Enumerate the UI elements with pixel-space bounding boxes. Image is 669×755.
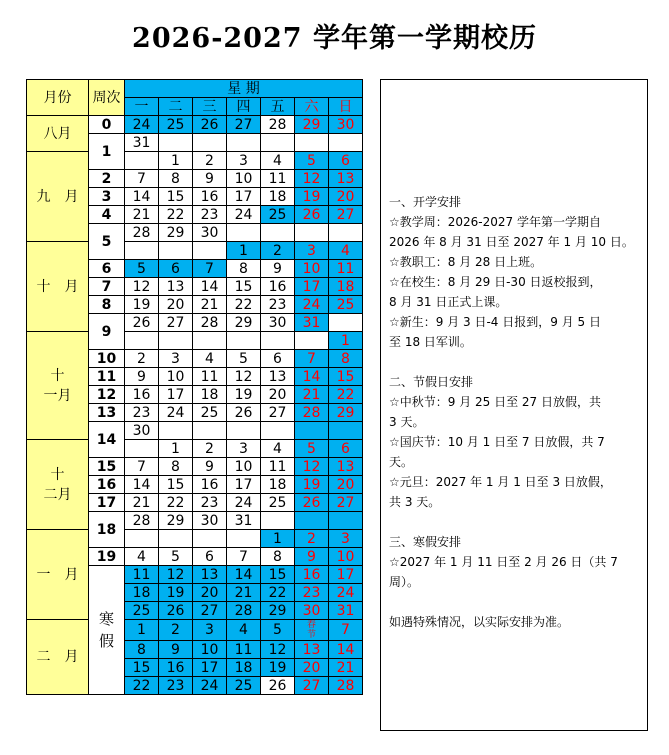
day-cell: 24 [125, 116, 159, 134]
notes-line: 至 18 日军训。 [389, 335, 472, 349]
week-number: 寒 假 [89, 566, 125, 695]
day-cell: 19 [295, 476, 329, 494]
day-cell: 27 [329, 494, 363, 512]
day-cell: 2 [159, 620, 193, 641]
day-cell: 25 [227, 677, 261, 695]
day-cell: 9 [193, 458, 227, 476]
day-cell: 23 [295, 584, 329, 602]
day-cell [227, 134, 261, 152]
notes-gap [389, 592, 647, 612]
day-cell: 春 节 [295, 620, 329, 641]
day-cell: 28 [193, 314, 227, 332]
day-cell: 4 [125, 548, 159, 566]
day-cell: 14 [193, 278, 227, 296]
day-cell [227, 332, 261, 350]
day-cell [159, 530, 193, 548]
day-cell: 31 [329, 602, 363, 620]
day-cell: 7 [329, 620, 363, 641]
day-cell: 20 [295, 659, 329, 677]
week-number: 11 [89, 368, 125, 386]
month-cell: 八月 [27, 116, 89, 152]
week-number: 8 [89, 296, 125, 314]
day-cell: 3 [227, 440, 261, 458]
calendar-row [27, 242, 363, 260]
day-cell: 3 [159, 350, 193, 368]
day-cell: 4 [193, 350, 227, 368]
day-cell: 22 [261, 584, 295, 602]
day-cell: 28 [125, 224, 159, 242]
day-cell: 12 [159, 566, 193, 584]
day-cell [261, 512, 295, 530]
day-cell: 24 [227, 206, 261, 224]
day-cell: 4 [227, 620, 261, 641]
day-cell: 29 [227, 314, 261, 332]
day-cell: 6 [329, 152, 363, 170]
day-cell [329, 422, 363, 440]
day-cell: 3 [227, 152, 261, 170]
day-cell: 1 [125, 620, 159, 641]
notes-line: 8 月 31 日正式上课。 [389, 295, 508, 309]
day-cell: 19 [125, 296, 159, 314]
day-cell: 15 [159, 188, 193, 206]
day-cell: 22 [159, 206, 193, 224]
day-cell: 3 [193, 620, 227, 641]
day-cell: 5 [295, 440, 329, 458]
day-cell: 16 [159, 659, 193, 677]
day-cell: 3 [329, 530, 363, 548]
header-day: 日 [329, 98, 363, 116]
day-cell: 20 [193, 584, 227, 602]
notes-gap [389, 352, 647, 372]
week-number: 9 [89, 314, 125, 350]
day-cell: 25 [261, 206, 295, 224]
day-cell [261, 422, 295, 440]
notes-line: 3 天。 [389, 415, 425, 429]
day-cell [261, 134, 295, 152]
day-cell: 21 [125, 206, 159, 224]
day-cell [125, 242, 159, 260]
day-cell: 18 [193, 386, 227, 404]
day-cell: 21 [125, 494, 159, 512]
day-cell: 24 [329, 584, 363, 602]
day-cell: 17 [159, 386, 193, 404]
day-cell: 13 [329, 170, 363, 188]
day-cell [125, 530, 159, 548]
header-day: 三 [193, 98, 227, 116]
day-cell: 26 [125, 314, 159, 332]
day-cell: 7 [227, 548, 261, 566]
day-cell: 8 [125, 641, 159, 659]
day-cell [227, 224, 261, 242]
day-cell: 13 [193, 566, 227, 584]
day-cell: 9 [193, 170, 227, 188]
day-cell: 21 [295, 386, 329, 404]
day-cell: 23 [125, 404, 159, 422]
day-cell [261, 332, 295, 350]
week-number: 2 [89, 170, 125, 188]
header-day: 二 [159, 98, 193, 116]
calendar-row [27, 530, 363, 548]
day-cell: 9 [261, 260, 295, 278]
day-cell: 18 [329, 278, 363, 296]
header-day: 五 [261, 98, 295, 116]
day-cell: 1 [329, 332, 363, 350]
day-cell: 5 [261, 620, 295, 641]
day-cell: 17 [227, 476, 261, 494]
header-month: 月份 [27, 80, 89, 116]
week-number: 7 [89, 278, 125, 296]
day-cell: 23 [193, 206, 227, 224]
day-cell: 26 [193, 116, 227, 134]
notes-line: ☆2027 年 1 月 11 日至 2 月 26 日（共 7 [389, 555, 618, 569]
page-title: 2026-2027 学年第一学期校历 [132, 23, 537, 54]
day-cell: 15 [125, 659, 159, 677]
week-number: 12 [89, 386, 125, 404]
day-cell: 26 [227, 404, 261, 422]
notes-line: 一、开学安排 [389, 195, 462, 209]
day-cell: 9 [125, 368, 159, 386]
day-cell: 20 [329, 476, 363, 494]
month-cell: 十 月 [27, 242, 89, 332]
day-cell: 30 [295, 602, 329, 620]
notes-line: 二、节假日安排 [389, 375, 474, 389]
header-week: 周次 [89, 80, 125, 116]
day-cell: 25 [329, 296, 363, 314]
notes-line: 周）。 [389, 575, 420, 589]
day-cell: 9 [295, 548, 329, 566]
day-cell: 11 [261, 458, 295, 476]
day-cell [193, 530, 227, 548]
day-cell: 29 [159, 512, 193, 530]
day-cell [261, 224, 295, 242]
day-cell: 25 [125, 602, 159, 620]
day-cell [295, 422, 329, 440]
day-cell: 16 [261, 278, 295, 296]
day-cell: 8 [329, 350, 363, 368]
day-cell: 10 [193, 641, 227, 659]
day-cell: 10 [227, 458, 261, 476]
day-cell: 13 [295, 641, 329, 659]
day-cell: 16 [193, 188, 227, 206]
day-cell: 30 [261, 314, 295, 332]
day-cell: 6 [261, 350, 295, 368]
day-cell: 1 [261, 530, 295, 548]
week-number: 6 [89, 260, 125, 278]
day-cell: 8 [227, 260, 261, 278]
day-cell: 30 [329, 116, 363, 134]
day-cell: 19 [227, 386, 261, 404]
week-number: 15 [89, 458, 125, 476]
day-cell: 17 [193, 659, 227, 677]
day-cell: 26 [295, 206, 329, 224]
day-cell: 11 [261, 170, 295, 188]
day-cell: 29 [261, 602, 295, 620]
day-cell: 9 [159, 641, 193, 659]
day-cell: 12 [295, 170, 329, 188]
day-cell: 14 [125, 476, 159, 494]
day-cell: 2 [193, 440, 227, 458]
day-cell: 15 [261, 566, 295, 584]
day-cell: 17 [329, 566, 363, 584]
calendar-row [27, 152, 363, 170]
day-cell: 6 [159, 260, 193, 278]
day-cell: 27 [295, 677, 329, 695]
calendar-table [26, 79, 363, 695]
day-cell [295, 134, 329, 152]
day-cell: 24 [193, 677, 227, 695]
day-cell: 11 [329, 260, 363, 278]
day-cell: 5 [159, 548, 193, 566]
day-cell: 4 [261, 440, 295, 458]
day-cell: 5 [125, 260, 159, 278]
day-cell: 11 [125, 566, 159, 584]
day-cell: 5 [227, 350, 261, 368]
day-cell: 14 [329, 641, 363, 659]
day-cell: 13 [261, 368, 295, 386]
day-cell: 1 [227, 242, 261, 260]
day-cell: 11 [193, 368, 227, 386]
notes-line: ☆元旦：2027 年 1 月 1 日至 3 日放假， [389, 475, 612, 489]
day-cell: 2 [261, 242, 295, 260]
day-cell: 3 [295, 242, 329, 260]
day-cell: 2 [295, 530, 329, 548]
notes-panel [380, 79, 648, 731]
week-number: 16 [89, 476, 125, 494]
day-cell: 31 [125, 134, 159, 152]
day-cell [227, 530, 261, 548]
day-cell: 30 [125, 422, 159, 440]
week-number: 5 [89, 224, 125, 260]
day-cell: 8 [261, 548, 295, 566]
day-cell: 12 [261, 641, 295, 659]
day-cell: 27 [261, 404, 295, 422]
day-cell: 8 [159, 458, 193, 476]
week-number: 13 [89, 404, 125, 422]
day-cell: 2 [125, 350, 159, 368]
day-cell: 26 [261, 677, 295, 695]
day-cell [159, 242, 193, 260]
day-cell: 20 [329, 188, 363, 206]
day-cell: 22 [125, 677, 159, 695]
calendar-row [27, 116, 363, 134]
month-cell: 一 月 [27, 530, 89, 620]
day-cell: 12 [125, 278, 159, 296]
day-cell: 26 [295, 494, 329, 512]
day-cell: 23 [159, 677, 193, 695]
day-cell: 4 [261, 152, 295, 170]
calendar-row [27, 440, 363, 458]
day-cell: 27 [193, 602, 227, 620]
day-cell: 6 [193, 548, 227, 566]
day-cell: 22 [329, 386, 363, 404]
notes-line: 共 3 天。 [389, 495, 441, 509]
day-cell: 25 [193, 404, 227, 422]
notes-line: 三、寒假安排 [389, 535, 462, 549]
day-cell: 31 [295, 314, 329, 332]
week-number: 14 [89, 422, 125, 458]
day-cell: 16 [193, 476, 227, 494]
day-cell [295, 332, 329, 350]
day-cell: 25 [159, 116, 193, 134]
week-number: 1 [89, 134, 125, 170]
day-cell: 28 [329, 677, 363, 695]
day-cell [159, 332, 193, 350]
day-cell [329, 314, 363, 332]
day-cell: 19 [261, 659, 295, 677]
day-cell: 24 [159, 404, 193, 422]
day-cell [125, 152, 159, 170]
day-cell: 13 [159, 278, 193, 296]
day-cell: 15 [329, 368, 363, 386]
day-cell: 16 [125, 386, 159, 404]
notes-line: ☆教职工：8 月 28 日上班。 [389, 255, 543, 269]
day-cell [193, 332, 227, 350]
day-cell: 27 [227, 116, 261, 134]
day-cell: 11 [227, 641, 261, 659]
week-number: 18 [89, 512, 125, 548]
day-cell: 8 [159, 170, 193, 188]
notes-line: 天。 [389, 455, 414, 469]
day-cell: 6 [329, 440, 363, 458]
day-cell: 12 [295, 458, 329, 476]
notes-line: ☆在校生：8 月 29 日-30 日返校报到， [389, 275, 602, 289]
day-cell: 31 [227, 512, 261, 530]
day-cell [329, 224, 363, 242]
day-cell: 14 [295, 368, 329, 386]
day-cell: 19 [295, 188, 329, 206]
day-cell: 7 [295, 350, 329, 368]
day-cell: 27 [329, 206, 363, 224]
day-cell: 19 [159, 584, 193, 602]
day-cell: 18 [227, 659, 261, 677]
week-number: 3 [89, 188, 125, 206]
day-cell [193, 422, 227, 440]
notes-gap [389, 512, 647, 532]
header-xingqi: 星 期 [125, 80, 363, 98]
day-cell: 4 [329, 242, 363, 260]
day-cell: 23 [193, 494, 227, 512]
notes-line: ☆中秋节：9 月 25 日至 27 日放假，共 [389, 395, 602, 409]
month-cell: 九 月 [27, 152, 89, 242]
day-cell: 29 [329, 404, 363, 422]
day-cell: 5 [295, 152, 329, 170]
day-cell: 28 [227, 602, 261, 620]
week-number: 17 [89, 494, 125, 512]
day-cell [329, 512, 363, 530]
day-cell: 13 [329, 458, 363, 476]
day-cell: 17 [227, 188, 261, 206]
day-cell [193, 134, 227, 152]
day-cell [227, 422, 261, 440]
day-cell: 18 [261, 188, 295, 206]
day-cell: 27 [159, 314, 193, 332]
day-cell: 15 [159, 476, 193, 494]
day-cell: 10 [329, 548, 363, 566]
day-cell: 20 [261, 386, 295, 404]
calendar-row [27, 620, 363, 641]
day-cell: 29 [159, 224, 193, 242]
day-cell: 1 [159, 440, 193, 458]
day-cell: 10 [295, 260, 329, 278]
day-cell: 24 [227, 494, 261, 512]
day-cell: 30 [193, 512, 227, 530]
day-cell: 20 [159, 296, 193, 314]
day-cell: 24 [295, 296, 329, 314]
week-number: 19 [89, 548, 125, 566]
day-cell [193, 242, 227, 260]
day-cell: 14 [125, 188, 159, 206]
notes-line: 2026 年 8 月 31 日至 2027 年 1 月 10 日。 [389, 235, 634, 249]
day-cell: 7 [193, 260, 227, 278]
notes-line: ☆教学周：2026-2027 学年第一学期自 [389, 215, 601, 229]
day-cell: 14 [227, 566, 261, 584]
day-cell: 28 [261, 116, 295, 134]
header-day: 四 [227, 98, 261, 116]
day-cell: 12 [227, 368, 261, 386]
day-cell [295, 224, 329, 242]
day-cell: 30 [193, 224, 227, 242]
day-cell: 21 [193, 296, 227, 314]
day-cell: 21 [227, 584, 261, 602]
day-cell: 15 [227, 278, 261, 296]
day-cell: 1 [159, 152, 193, 170]
day-cell: 7 [125, 170, 159, 188]
day-cell: 28 [125, 512, 159, 530]
day-cell: 10 [227, 170, 261, 188]
day-cell: 18 [261, 476, 295, 494]
day-cell: 17 [295, 278, 329, 296]
month-cell: 十 二月 [27, 440, 89, 530]
header-day: 一 [125, 98, 159, 116]
month-cell: 十 一月 [27, 332, 89, 440]
day-cell: 25 [261, 494, 295, 512]
week-number: 0 [89, 116, 125, 134]
day-cell: 18 [125, 584, 159, 602]
day-cell: 21 [329, 659, 363, 677]
day-cell [329, 134, 363, 152]
day-cell: 26 [159, 602, 193, 620]
week-number: 4 [89, 206, 125, 224]
day-cell: 22 [227, 296, 261, 314]
notes-line: ☆国庆节：10 月 1 日至 7 日放假，共 7 [389, 435, 605, 449]
header-day: 六 [295, 98, 329, 116]
day-cell: 29 [295, 116, 329, 134]
day-cell: 28 [295, 404, 329, 422]
day-cell: 10 [159, 368, 193, 386]
day-cell [159, 422, 193, 440]
month-cell: 二 月 [27, 620, 89, 695]
notes-line: 如遇特殊情况，以实际安排为准。 [389, 615, 570, 629]
day-cell: 2 [193, 152, 227, 170]
notes-line: ☆新生：9 月 3 日-4 日报到，9 月 5 日 [389, 315, 601, 329]
day-cell: 22 [159, 494, 193, 512]
day-cell: 23 [261, 296, 295, 314]
week-number: 10 [89, 350, 125, 368]
day-cell [125, 332, 159, 350]
calendar-row [27, 332, 363, 350]
day-cell [159, 134, 193, 152]
day-cell: 16 [295, 566, 329, 584]
day-cell [295, 512, 329, 530]
day-cell [125, 440, 159, 458]
day-cell: 7 [125, 458, 159, 476]
